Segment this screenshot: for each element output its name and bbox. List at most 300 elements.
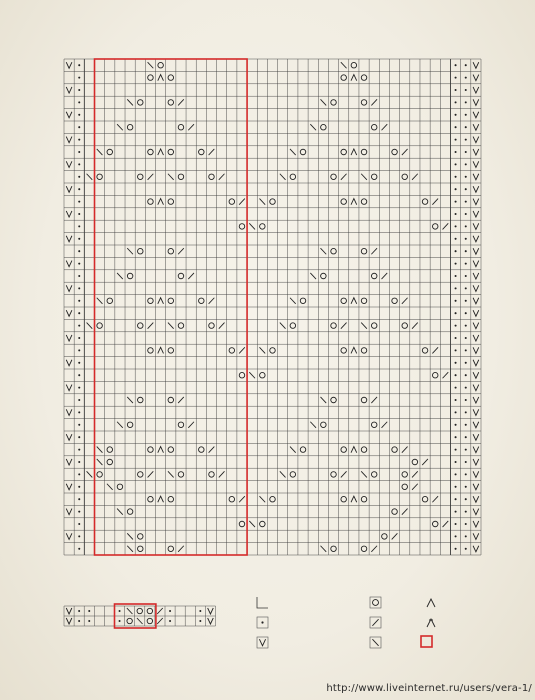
chart-cell-symbol — [455, 287, 457, 289]
chart-cell-symbol — [465, 312, 467, 314]
chart-cell-symbol — [361, 546, 366, 551]
watermark-url[interactable]: http://www.liveinternet.ru/users/vera-1/ — [326, 683, 532, 694]
chart-cell-symbol — [78, 387, 80, 389]
chart-cell-symbol — [473, 533, 479, 539]
chart-cell-symbol — [351, 496, 357, 502]
chart-cell-symbol — [455, 201, 457, 203]
mini-chart-symbol — [208, 618, 214, 624]
chart-cell-symbol — [455, 300, 457, 302]
chart-cell-symbol — [473, 211, 479, 217]
chart-cell-symbol — [331, 100, 336, 105]
chart-cell-symbol — [465, 188, 467, 190]
chart-cell-symbol — [473, 484, 479, 490]
chart-cell-symbol — [455, 387, 457, 389]
chart-cell-symbol — [260, 372, 265, 377]
legend-yarn-over-icon-frame — [370, 597, 381, 608]
chart-cell-symbol — [455, 349, 457, 351]
chart-cell-symbol — [455, 424, 457, 426]
chart-cell-symbol — [199, 149, 204, 154]
chart-cell-symbol — [473, 112, 479, 118]
chart-cell-symbol — [465, 498, 467, 500]
mini-chart-symbol — [119, 610, 121, 612]
chart-cell-symbol — [300, 298, 305, 303]
chart-cell-symbol — [473, 87, 479, 93]
chart-cell-symbol — [280, 174, 286, 180]
chart-cell-symbol — [168, 447, 173, 452]
chart-cell-symbol — [78, 151, 80, 153]
chart-cell-symbol — [473, 62, 479, 68]
chart-cell-symbol — [188, 273, 194, 279]
chart-cell-symbol — [455, 250, 457, 252]
chart-cell-symbol — [465, 225, 467, 227]
chart-cell-symbol — [455, 89, 457, 91]
chart-cell-symbol — [473, 323, 479, 329]
chart-cell-symbol — [310, 124, 316, 130]
mini-chart-symbol — [137, 618, 143, 624]
chart-cell-symbol — [402, 484, 407, 489]
legend-knit-icon — [257, 597, 268, 608]
chart-cell-symbol — [473, 347, 479, 353]
chart-cell-symbol — [78, 64, 80, 66]
chart-cell-symbol — [402, 174, 407, 179]
chart-cell-symbol — [465, 411, 467, 413]
chart-cell-symbol — [178, 174, 183, 179]
chart-cell-symbol — [351, 75, 357, 81]
chart-cell-symbol — [455, 436, 457, 438]
chart-cell-symbol — [331, 397, 336, 402]
chart-cell-symbol — [158, 149, 164, 155]
chart-cell-symbol — [78, 486, 80, 488]
chart-cell-symbol — [78, 411, 80, 413]
chart-cell-symbol — [473, 447, 479, 453]
chart-cell-symbol — [78, 449, 80, 451]
chart-cell-symbol — [259, 496, 265, 502]
chart-cell-symbol — [229, 496, 234, 501]
chart-cell-symbol — [465, 473, 467, 475]
chart-cell-symbol — [341, 62, 347, 68]
chart-cell-symbol — [465, 449, 467, 451]
chart-cell-symbol — [465, 300, 467, 302]
chart-cell-symbol — [473, 261, 479, 267]
chart-cell-symbol — [392, 149, 397, 154]
chart-cell-symbol — [239, 521, 244, 526]
chart-cell-symbol — [78, 250, 80, 252]
chart-cell-symbol — [78, 139, 80, 141]
mini-chart-symbol — [169, 620, 171, 622]
chart-cell-symbol — [290, 472, 295, 477]
chart-cell-symbol — [290, 149, 296, 155]
chart-cell-symbol — [158, 347, 164, 353]
chart-cell-symbol — [465, 461, 467, 463]
chart-cell-symbol — [178, 472, 183, 477]
chart-cell-symbol — [412, 471, 418, 477]
chart-cell-symbol — [249, 521, 255, 527]
chart-cell-symbol — [87, 471, 93, 477]
chart-cell-symbol — [341, 323, 347, 329]
chart-cell-symbol — [138, 174, 143, 179]
chart-cell-symbol — [117, 273, 123, 279]
chart-cell-symbol — [361, 75, 366, 80]
chart-cell-symbol — [209, 472, 214, 477]
chart-cell-symbol — [66, 533, 72, 539]
chart-cell-symbol — [341, 348, 346, 353]
chart-cell-symbol — [465, 101, 467, 103]
chart-cell-symbol — [148, 323, 154, 329]
chart-cell-symbol — [66, 360, 72, 366]
chart-cell-symbol — [127, 124, 132, 129]
chart-cell-symbol — [78, 213, 80, 215]
chart-cell-symbol — [361, 248, 366, 253]
chart-cell-symbol — [270, 199, 275, 204]
chart-cell-symbol — [239, 199, 245, 205]
chart-cell-symbol — [127, 533, 133, 539]
legend-yarn-over-icon — [373, 600, 379, 606]
chart-cell-symbol — [66, 509, 72, 515]
chart-cell-symbol — [371, 323, 376, 328]
chart-cell-symbol — [168, 323, 174, 329]
chart-cell-symbol — [473, 236, 479, 242]
mini-chart-symbol — [66, 608, 72, 614]
chart-cell-symbol — [331, 546, 336, 551]
chart-cell-symbol — [455, 449, 457, 451]
chart-cell-symbol — [402, 509, 408, 515]
chart-cell-symbol — [465, 275, 467, 277]
chart-cell-symbol — [321, 546, 327, 552]
chart-cell-symbol — [371, 422, 376, 427]
chart-cell-symbol — [209, 447, 215, 453]
chart-cell-symbol — [259, 199, 265, 205]
chart-cell-symbol — [148, 75, 153, 80]
chart-cell-symbol — [249, 223, 255, 229]
chart-cell-symbol — [473, 385, 479, 391]
chart-cell-symbol — [321, 99, 327, 105]
chart-cell-symbol — [300, 447, 305, 452]
mini-chart-symbol — [88, 620, 90, 622]
chart-cell-symbol — [455, 523, 457, 525]
chart-cell-symbol — [473, 137, 479, 143]
chart-cell-symbol — [138, 546, 143, 551]
chart-cell-symbol — [239, 347, 245, 353]
chart-cell-symbol — [455, 64, 457, 66]
chart-cell-symbol — [66, 211, 72, 217]
chart-cell-symbol — [371, 273, 376, 278]
chart-cell-symbol — [78, 176, 80, 178]
chart-cell-symbol — [455, 139, 457, 141]
chart-cell-symbol — [361, 174, 367, 180]
chart-cell-symbol — [341, 149, 346, 154]
chart-cell-symbol — [361, 149, 366, 154]
chart-cell-symbol — [78, 325, 80, 327]
chart-cell-symbol — [78, 275, 80, 277]
chart-cell-symbol — [138, 397, 143, 402]
chart-cell-symbol — [239, 224, 244, 229]
chart-cell-symbol — [412, 459, 417, 464]
chart-cell-symbol — [473, 149, 479, 155]
chart-cell-symbol — [402, 472, 407, 477]
chart-cell-symbol — [465, 325, 467, 327]
chart-cell-symbol — [158, 75, 164, 81]
chart-cell-symbol — [412, 174, 418, 180]
chart-cell-symbol — [178, 124, 183, 129]
mini-chart-symbol — [66, 618, 72, 624]
chart-cell-symbol — [371, 99, 377, 105]
chart-cell-symbol — [78, 77, 80, 79]
chart-cell-symbol — [209, 323, 214, 328]
chart-cell-symbol — [78, 473, 80, 475]
chart-cell-symbol — [148, 447, 153, 452]
chart-cell-symbol — [465, 151, 467, 153]
chart-cell-symbol — [66, 261, 72, 267]
chart-cell-symbol — [158, 62, 163, 67]
chart-cell-symbol — [402, 298, 408, 304]
chart-cell-symbol — [97, 174, 102, 179]
chart-cell-symbol — [188, 422, 194, 428]
chart-cell-symbol — [107, 459, 112, 464]
chart-cell-symbol — [473, 434, 479, 440]
chart-cell-symbol — [148, 496, 153, 501]
chart-cell-symbol — [78, 374, 80, 376]
chart-cell-symbol — [107, 484, 113, 490]
chart-cell-symbol — [321, 397, 327, 403]
chart-cell-symbol — [432, 372, 437, 377]
chart-cell-symbol — [465, 114, 467, 116]
chart-cell-symbol — [259, 347, 265, 353]
chart-cell-symbol — [138, 323, 143, 328]
chart-cell-symbol — [66, 459, 72, 465]
chart-cell-symbol — [422, 348, 427, 353]
chart-cell-symbol — [465, 424, 467, 426]
chart-cell-symbol — [78, 188, 80, 190]
chart-cell-symbol — [229, 348, 234, 353]
chart-cell-symbol — [455, 374, 457, 376]
chart-cell-symbol — [465, 387, 467, 389]
chart-cell-symbol — [66, 484, 72, 490]
chart-cell-symbol — [78, 126, 80, 128]
chart-cell-symbol — [78, 498, 80, 500]
chart-cell-symbol — [158, 298, 164, 304]
chart-cell-symbol — [148, 298, 153, 303]
chart-cell-symbol — [168, 100, 173, 105]
chart-cell-symbol — [97, 149, 103, 155]
chart-cell-symbol — [168, 348, 173, 353]
chart-cell-symbol — [168, 397, 173, 402]
chart-cell-symbol — [310, 422, 316, 428]
mini-chart-symbol — [199, 620, 201, 622]
chart-cell-symbol — [107, 447, 112, 452]
chart-cell-symbol — [341, 447, 346, 452]
chart-cell-symbol — [465, 201, 467, 203]
chart-cell-symbol — [473, 298, 479, 304]
chart-cell-symbol — [473, 459, 479, 465]
chart-cell-symbol — [455, 399, 457, 401]
chart-cell-symbol — [432, 521, 437, 526]
chart-cell-symbol — [66, 285, 72, 291]
chart-cell-symbol — [127, 422, 132, 427]
mini-chart-symbol — [78, 610, 80, 612]
chart-cell-symbol — [66, 310, 72, 316]
chart-cell-symbol — [351, 447, 357, 453]
chart-cell-symbol — [117, 509, 123, 515]
chart-cell-symbol — [158, 496, 164, 502]
chart-cell-symbol — [371, 397, 377, 403]
chart-cell-symbol — [341, 496, 346, 501]
chart-cell-symbol — [78, 201, 80, 203]
chart-cell-symbol — [473, 75, 479, 81]
chart-cell-symbol — [127, 273, 132, 278]
chart-cell-symbol — [361, 471, 367, 477]
chart-cell-symbol — [148, 174, 154, 180]
chart-cell-symbol — [78, 89, 80, 91]
chart-cell-symbol — [473, 335, 479, 341]
mini-chart-symbol — [137, 608, 142, 613]
chart-cell-symbol — [473, 285, 479, 291]
chart-cell-symbol — [270, 348, 275, 353]
chart-cell-symbol — [465, 486, 467, 488]
chart-cell-symbol — [78, 461, 80, 463]
chart-cell-symbol — [331, 323, 336, 328]
chart-cell-symbol — [465, 77, 467, 79]
chart-cell-symbol — [107, 298, 112, 303]
chart-cell-symbol — [465, 64, 467, 66]
chart-cell-symbol — [78, 163, 80, 165]
chart-cell-symbol — [260, 521, 265, 526]
chart-cell-symbol — [473, 223, 479, 229]
chart-cell-symbol — [78, 114, 80, 116]
chart-cell-symbol — [465, 548, 467, 550]
chart-cell-symbol — [341, 471, 347, 477]
chart-cell-symbol — [473, 174, 479, 180]
chart-cell-symbol — [158, 199, 164, 205]
chart-cell-symbol — [127, 546, 133, 552]
chart-cell-symbol — [465, 523, 467, 525]
chart-cell-symbol — [455, 114, 457, 116]
chart-cell-symbol — [473, 509, 479, 515]
chart-cell-symbol — [178, 248, 184, 254]
chart-cell-symbol — [117, 124, 123, 130]
chart-cell-symbol — [87, 323, 93, 329]
chart-cell-symbol — [127, 509, 132, 514]
chart-cell-symbol — [97, 459, 103, 465]
legend-slip-icon — [259, 639, 265, 646]
chart-cell-symbol — [382, 422, 388, 428]
chart-cell-symbol — [465, 349, 467, 351]
chart-cell-symbol — [455, 511, 457, 513]
chart-cell-symbol — [168, 75, 173, 80]
chart-cell-symbol — [455, 151, 457, 153]
chart-cell-symbol — [465, 337, 467, 339]
legend-cdd-icon — [427, 599, 435, 607]
chart-cell-symbol — [443, 223, 449, 229]
chart-cell-symbol — [138, 248, 143, 253]
chart-cell-symbol — [402, 447, 408, 453]
chart-cell-symbol — [465, 374, 467, 376]
chart-cell-symbol — [473, 372, 479, 378]
chart-cell-symbol — [66, 62, 72, 68]
chart-cell-symbol — [455, 362, 457, 364]
chart-cell-symbol — [168, 496, 173, 501]
chart-cell-symbol — [158, 447, 164, 453]
chart-cell-symbol — [371, 174, 376, 179]
chart-cell-symbol — [465, 126, 467, 128]
chart-cell-symbol — [138, 534, 143, 539]
chart-cell-symbol — [473, 546, 479, 552]
chart-cell-symbol — [432, 496, 438, 502]
chart-cell-symbol — [473, 409, 479, 415]
chart-cell-symbol — [209, 298, 215, 304]
chart-cell-symbol — [455, 101, 457, 103]
chart-cell-symbol — [422, 199, 427, 204]
chart-cell-symbol — [168, 149, 173, 154]
chart-cell-symbol — [78, 424, 80, 426]
chart-cell-symbol — [432, 199, 438, 205]
chart-cell-symbol — [78, 362, 80, 364]
chart-cell-symbol — [361, 496, 366, 501]
chart-cell-symbol — [361, 100, 366, 105]
chart-cell-symbol — [331, 174, 336, 179]
chart-cell-symbol — [321, 124, 326, 129]
chart-cell-symbol — [66, 434, 72, 440]
chart-cell-symbol — [66, 137, 72, 143]
chart-cell-symbol — [392, 533, 398, 539]
mini-chart-symbol — [208, 608, 214, 614]
chart-cell-symbol — [127, 248, 133, 254]
chart-cell-symbol — [361, 298, 366, 303]
chart-cell-symbol — [473, 496, 479, 502]
mini-chart-symbol — [127, 608, 133, 614]
chart-cell-symbol — [432, 347, 438, 353]
chart-cell-symbol — [148, 471, 154, 477]
chart-cell-symbol — [331, 248, 336, 253]
chart-cell-symbol — [229, 199, 234, 204]
chart-cell-symbol — [465, 213, 467, 215]
chart-cell-symbol — [78, 263, 80, 265]
chart-cell-symbol — [341, 75, 346, 80]
mini-chart-symbol — [157, 618, 163, 624]
mini-chart-symbol — [157, 608, 163, 614]
chart-cell-symbol — [78, 238, 80, 240]
chart-cell-symbol — [455, 126, 457, 128]
chart-cell-symbol — [361, 397, 366, 402]
chart-cell-symbol — [78, 300, 80, 302]
chart-cell-symbol — [455, 535, 457, 537]
chart-cell-symbol — [455, 498, 457, 500]
chart-cell-symbol — [455, 548, 457, 550]
chart-cell-symbol — [455, 411, 457, 413]
mini-chart-symbol — [147, 608, 152, 613]
chart-cell-symbol — [321, 248, 327, 254]
chart-cell-symbol — [78, 225, 80, 227]
chart-cell-symbol — [382, 534, 387, 539]
chart-cell-symbol — [402, 149, 408, 155]
chart-cell-symbol — [473, 397, 479, 403]
chart-cell-symbol — [178, 273, 183, 278]
chart-cell-symbol — [371, 124, 376, 129]
chart-cell-symbol — [300, 149, 305, 154]
chart-cell-symbol — [465, 250, 467, 252]
chart-cell-symbol — [219, 323, 225, 329]
chart-cell-symbol — [351, 347, 357, 353]
chart-cell-symbol — [473, 199, 479, 205]
chart-cell-symbol — [351, 199, 357, 205]
chart-cell-symbol — [455, 176, 457, 178]
chart-cell-symbol — [321, 273, 326, 278]
chart-cell-symbol — [351, 298, 357, 304]
legend-repeat-icon — [421, 636, 432, 647]
chart-cell-symbol — [168, 174, 174, 180]
chart-cell-symbol — [66, 112, 72, 118]
chart-cell-symbol — [280, 471, 286, 477]
chart-cell-symbol — [331, 472, 336, 477]
